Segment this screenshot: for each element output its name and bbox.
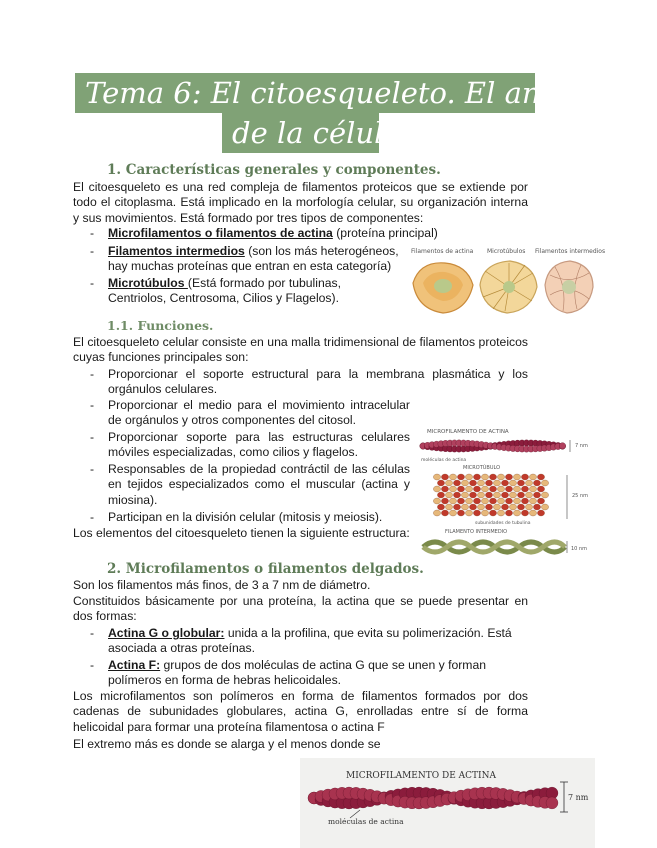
actina-f-item: Actina F: grupos de dos moléculas de actina G que se unen y forman polímeros en forma de hebras helicoidales. [108,658,487,688]
section-2-p4: El extremo más es donde se alarga y el menos donde se [73,737,381,751]
section-1-heading: 1. Características generales y componentes. [107,162,441,178]
bullet-dash: - [90,276,95,290]
function-item-3: Proporcionar soporte para las estructuras celulares móviles especializadas, como cilios y flagelos. [108,430,410,460]
page-title-line-1: Tema 6: El citoesqueleto. El andamiaje [75,73,535,113]
fig-actin-size: 7 nm [568,793,589,802]
fig-inter-size: 10 nm [571,546,587,552]
section-2-p1: Son los filamentos más finos, de 3 a 7 nm de diámetro. [73,578,371,592]
fig-tubulo-sub: subunidades de tubulina [475,521,531,526]
microtubule-image [433,474,548,516]
section-1-1-outro: Los elementos del citoesqueleto tienen la siguiente estructura: [73,526,410,540]
bullet-dash: - [90,626,95,640]
section-1-1-heading: 1.1. Funciones. [107,318,214,333]
bullet-dash: - [90,398,95,412]
fig-label-intermedios: Filamentos intermedios [535,248,606,255]
actin-microfilament-figure [300,758,595,848]
list-item-microtubulos: Microtúbulos (Está formado por tubulinas, Centriolos, Centrosoma, Cilios y Flagelos). [108,276,342,306]
section-2-p3: Los microfilamentos son polímeros en forma de filamentos formados por dos cadenas de subunidades globulares, actina G, enrolladas entre sí de forma helicoidal para formar una proteína filamentosa o actina F [73,689,528,734]
fig-actin-title: MICROFILAMENTO DE ACTINA [346,771,496,781]
actina-g-item: Actina G o globular: unida a la profilina, que evita su polimerización. Está asociada a otras proteínas. [108,626,512,656]
fig-inter-label: FILAMENTO INTERMEDIO [445,529,508,535]
fig-label-microtubulos: Microtúbulos [487,248,526,255]
function-item-2: Proporcionar el medio para el movimiento intracelular de orgánulos y otros componentes del citosol. [108,398,410,428]
bullet-dash: - [90,462,95,476]
function-item-4: Responsables de la propiedad contráctil de las células en tejidos especializados como el muscular (actina y miosina). [108,462,410,507]
bullet-dash: - [90,226,95,240]
bullet-dash: - [90,244,95,258]
intermediate-filament-image [423,542,565,552]
bullet-dash: - [90,367,95,381]
fig-micro-label: MICROFILAMENTO DE ACTINA [427,429,509,435]
filament-structure-figure [415,425,595,560]
function-item-5: Participan en la división celular (mitosis y meiosis). [108,510,383,524]
function-item-1: Proporcionar el soporte estructural para la membrana plasmática y los orgánulos celulares. [108,367,528,397]
cytoskeleton-cells-figure [405,245,606,320]
list-item-microfilamentos: Microfilamentos o filamentos de actina (proteína principal) [108,226,438,240]
fig-tubulo-size: 25 nm [572,493,588,499]
cell-actin-image [413,263,473,313]
page-title-line-2: de la célula [222,113,379,153]
fig-actin-sub: moléculas de actina [328,817,404,826]
bullet-dash: - [90,430,95,444]
fig-micro-size: 7 nm [575,443,588,449]
cell-intermediate-image [545,261,593,313]
actin-filament-image [420,440,566,452]
fig-label-actina: Filamentos de actina [411,248,474,255]
section-1-1-intro: El citoesqueleto celular consiste en una malla tridimensional de filamentos proteicos cuyas funciones principales son: [73,335,528,365]
bullet-dash: - [90,510,95,524]
bullet-dash: - [90,658,95,672]
section-1-intro: El citoesqueleto es una red compleja de filamentos proteicos que se extiende por todo el citoplasma. Está implicado en la morfología celular, su organización interna y sus movimientos. Está formado por tres tipos de componentes: [73,180,528,225]
list-item-filamentos-intermedios: Filamentos intermedios (son los más heterogéneos, hay muchas proteínas que entran en esta categoría) [108,244,399,274]
section-2-p2: Constituidos básicamente por una proteína, la actina que se puede presentar en dos formas: [73,594,528,624]
section-2-heading: 2. Microfilamentos o filamentos delgados. [107,561,424,577]
cell-microtubule-image [480,261,537,313]
fig-tubulo-label: MICROTÚBULO [463,465,501,471]
fig-micro-sub: moléculas de actina [421,458,467,463]
